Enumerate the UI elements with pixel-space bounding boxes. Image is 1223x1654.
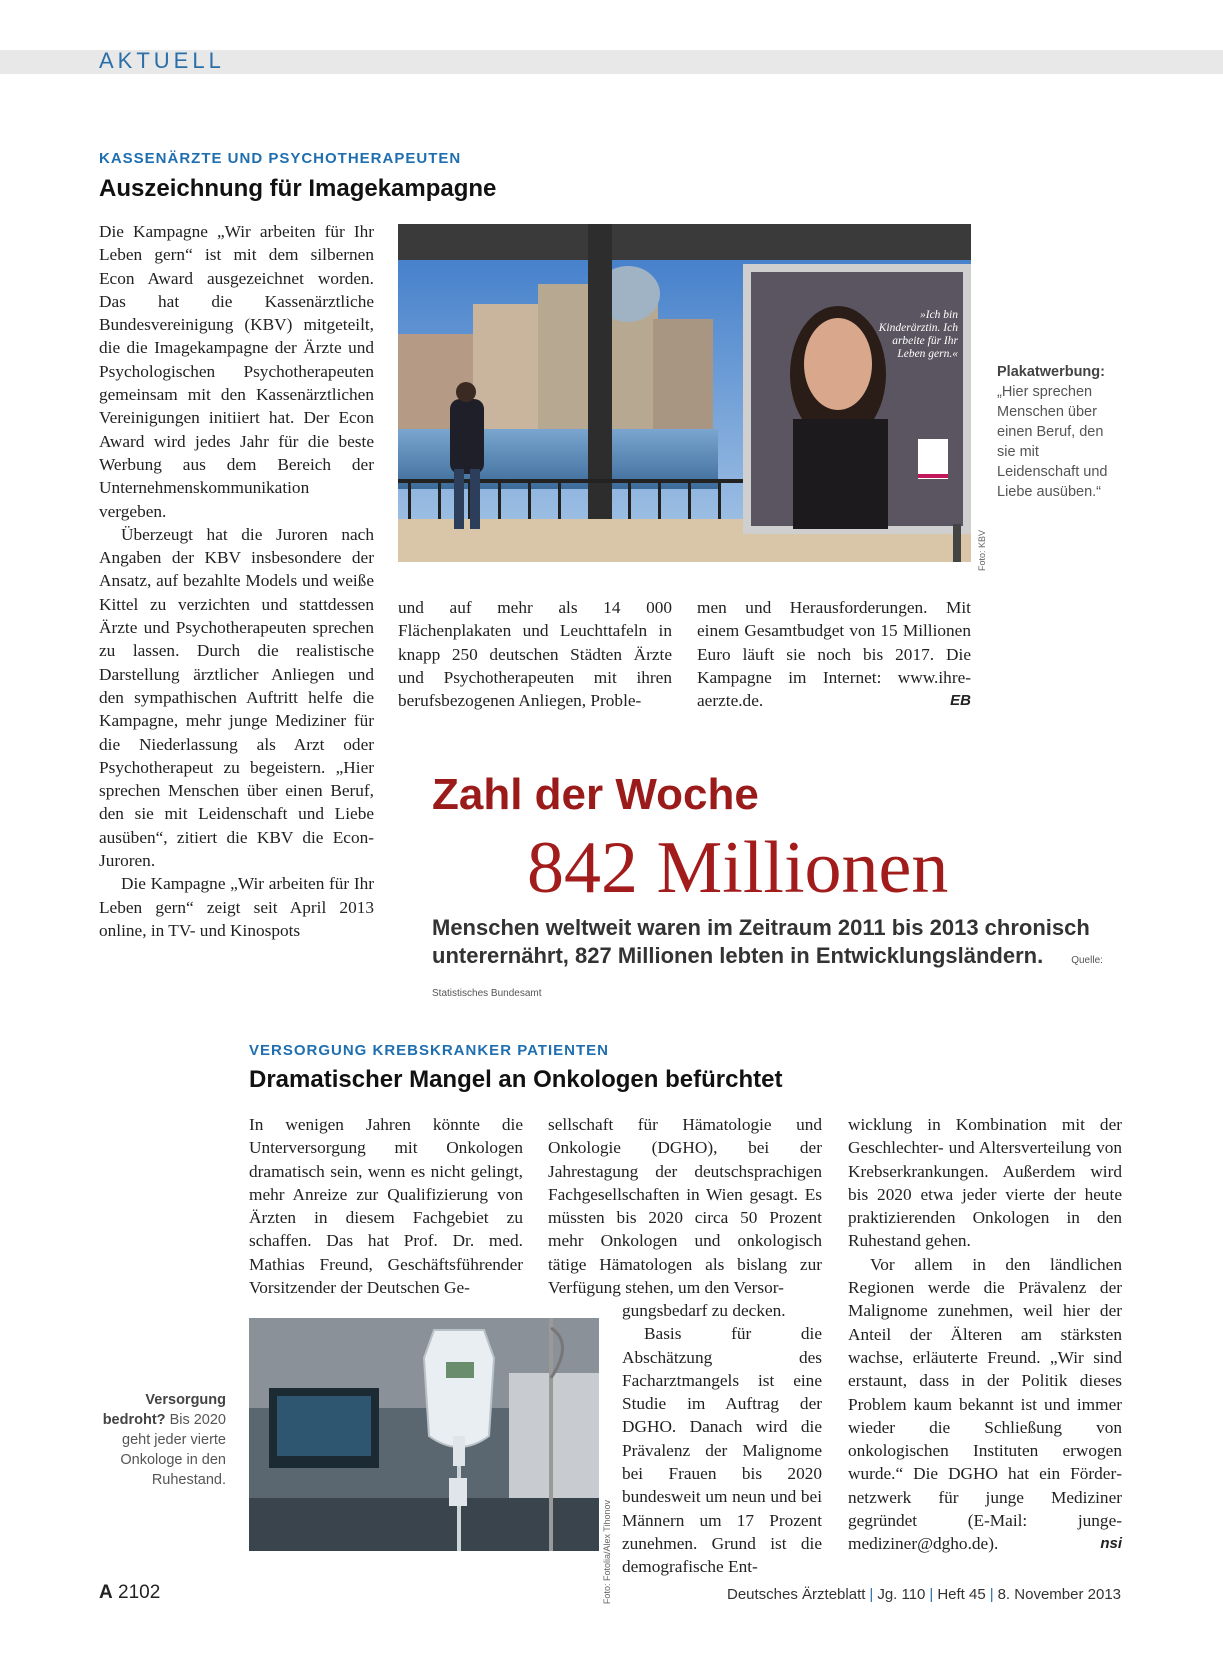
article1-paragraph: men und Herausforderungen. Mit einem Gesamtbudget von 15 Millionen Euro läuft sie noch bis 2017. Die Kampagne im Internet: www.ihre-aerzte.de. <box>697 598 971 711</box>
article1-paragraph: Die Kampagne „Wir arbeiten für Ihr Leben gern“ zeigt seit April 2013 online, in TV- und Kinospots <box>99 874 374 940</box>
billboard-photo <box>398 224 971 562</box>
article1-paragraph: Überzeugt hat die Juroren nach Angaben der KBV insbesondere der Ansatz, auf bezahlte Models und weiße Kittel zu verzichten und stattdessen Ärzte und Psychotherapeuten sprechen zu lassen. Durch die realistische Darstellung ärztlicher Anliegen und den sympathischen Auftritt helfe die Kampagne, mehr junge Mediziner für die Niederlassung als Arzt oder Psychotherapeut zu begeistern. „Hier sprechen Menschen über einen Beruf, den sie mit Leidenschaft und Liebe ausüben“, zitiert die KBV die Econ-Juroren. <box>99 524 374 871</box>
journal-date: 8. November 2013 <box>997 1586 1121 1603</box>
article1-paragraph: und auf mehr als 14 000 Flächenplakaten und Leuchttafeln in knapp 250 deutschen Städten Ärzte und Psychotherapeuten mit ihren berufsbezogenen Anliegen, Proble- <box>398 598 672 711</box>
zahl-text <box>432 914 1112 1008</box>
article2-paragraph: Vor allem in den ländlichen Regionen werde die Prävalenz der Malignome zunehmen, weil hier der Anteil der Älteren am stärksten wachse, erläuterte Freund. „Wir sind erstaunt, dass in der Politik dieses Problem kaum bekannt ist und immer wieder die Schließung von onkologischen Instituten erwogen wurde.“ Die DGHO hat ein Fördernetzwerk für junge Mediziner gegründet (E-Mail: junge-mediziner@dgho.de). <box>848 1254 1122 1554</box>
article2-caption <box>99 1390 226 1490</box>
article2-column-3 <box>848 1113 1122 1556</box>
caption-title: Plakatwerbung: <box>997 364 1105 380</box>
article2-paragraph: sellschaft für Hämatologie und Onkologie (DGHO), bei der Jahrestagung der deutschsprachigen Fachgesellschaften in Wien gesagt. Es müssten bis 2020 circa 50 Prozent mehr Onkologen und onkologisch tätige Hämatologen als bislang zur Verfügung stehen, um den Versor- <box>548 1115 822 1298</box>
article1-kicker: KASSENÄRZTE UND PSYCHOTHERAPEUTEN <box>99 150 462 167</box>
iv-drip-photo-art <box>249 1318 599 1551</box>
article1-paragraph: Die Kampagne „Wir arbeiten für Ihr Leben gern“ ist mit dem silbernen Econ Award ausgezeichnet worden. Das hat die Kassenärztliche Bundesvereinigung (KBV) mitgeteilt, die die Imagekampagne der Ärzte und Psychologischen Psychotherapeuten gemeinsam mit den Kassenärztlichen Vereinigungen initiiert hat. Der Econ Award wird jedes Jahr für die beste Werbung aus dem Bereich der Unternehmenskommunikation vergeben. <box>99 222 374 521</box>
article1-caption <box>997 362 1122 502</box>
billboard-photo-art <box>398 224 971 562</box>
page-prefix: A <box>99 1582 113 1603</box>
caption-text: „Hier sprechen Menschen über einen Beruf, den sie mit Leidenschaft und Liebe ausüben.“ <box>997 384 1108 500</box>
article2-column-2-bottom <box>622 1299 822 1579</box>
article2-headline: Dramatischer Mangel an Onkologen befürchtet <box>249 1066 783 1093</box>
article1-signature: EB <box>950 692 971 710</box>
billboard-text: »Ich bin Kinderärztin. Ich arbeite für Ihr Leben gern.« <box>878 309 958 360</box>
iv-drip-photo <box>249 1318 599 1551</box>
zahl-title: Zahl der Woche <box>432 770 759 819</box>
caption-text: Bis 2020 geht jeder vierte Onkologe in den Ruhestand. <box>120 1412 226 1488</box>
photo-credit: Foto: Fotolia/Alex Tihonov <box>602 1500 612 1605</box>
article1-headline: Auszeichnung für Imagekampagne <box>99 175 497 202</box>
journal-volume: Jg. 110 <box>877 1586 926 1603</box>
article1-column-1 <box>99 220 374 942</box>
article2-paragraph: wicklung in Kombination mit der Geschlechter- und Altersverteilung von Krebserkrankungen. Außerdem wird bis 2020 etwa jeder vierte der heute praktizierenden Onkologen in den Ruhestand gehen. <box>848 1115 1122 1251</box>
article1-column-2 <box>398 596 672 712</box>
article2-paragraph: In wenigen Jahren könnte die Unterversorgung mit Onkologen dramatisch sein, wenn es nicht gelingt, mehr Anreize zur Qualifizierung von Ärzten in diesem Fachgebiet zu schaffen. Das hat Prof. Dr. med. Mathias Freund, Geschäftsführender Vorsitzender der Deutschen Ge- <box>249 1115 523 1298</box>
article2-paragraph: Basis für die Abschätzung des Facharztmangels ist eine Studie im Auftrag der DGHO. Danach wird die Prävalenz der Malignome bei Frauen bis 2020 bundesweit um neun und bei Männern um 17 Prozent zunehmen. Grund ist die demografische Ent- <box>622 1324 822 1577</box>
footer-journal-info: Deutsches Ärzteblatt | Jg. 110 | Heft 45 | 8. November 2013 <box>727 1586 1121 1603</box>
article2-column-1 <box>249 1113 523 1299</box>
journal-issue: Heft 45 <box>937 1586 986 1603</box>
section-label: AKTUELL <box>99 48 225 73</box>
article2-kicker: VERSORGUNG KREBSKRANKER PATIENTEN <box>249 1042 609 1059</box>
photo-credit: Foto: KBV <box>977 530 987 572</box>
article2-paragraph: gungsbedarf zu decken. <box>622 1301 786 1320</box>
zahl-source: Quelle: Statistisches Bundesamt <box>432 955 1103 999</box>
page-number <box>99 1582 160 1604</box>
caption-title: Versorgung bedroht? <box>102 1392 226 1428</box>
article2-column-2-top <box>548 1113 822 1299</box>
zahl-number: 842 Millionen <box>527 827 949 909</box>
page-number-value: 2102 <box>118 1582 161 1603</box>
article2-signature: nsi <box>1100 1535 1122 1553</box>
article1-column-3 <box>697 596 971 712</box>
zahl-description: Menschen weltweit waren im Zeitraum 2011 bis 2013 chronisch unterernährt, 827 Millionen lebten in Entwicklungsländern. <box>432 915 1090 968</box>
journal-name: Deutsches Ärzteblatt <box>727 1586 866 1603</box>
